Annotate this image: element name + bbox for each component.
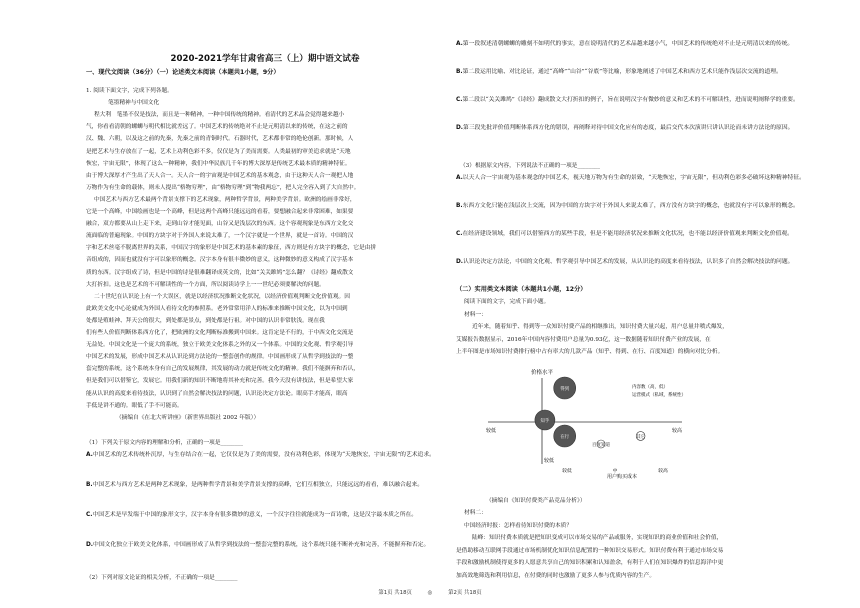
option-d[interactable] <box>456 124 814 133</box>
passage-line: 阅读下面的文字，完成下面小题。 <box>464 299 550 305</box>
option-text: 中国艺术是早发端于中国的象形文字，汉字本身有很多微妙的意义，一个汉字往往就能成为一首诗歌，这是汉字最本质之所在。 <box>92 512 418 518</box>
passage-line: 质的东西。汉字组成了诗，但是中国的诗是很难翻译成英文的，比如“关关雎鸠”怎么翻？《诗经》翻成散文 <box>86 269 354 276</box>
passage-line: 气，你看看清朝的螺蛳与明代相比就差远了。中国艺术的传统绝对不止是元明清以来的传统，在这之前的 <box>86 124 348 131</box>
passage-line: 它是一个高峰，中国绘画也是一个高峰，但是这两个高峰只能远远的看着，要想融合起来非常困难，如果要 <box>86 209 354 215</box>
option-text: 以天人合一宇宙观为基本观念的中国艺术，视天地万物为有生命的景致，“天地恢宏，宇宙无限”，但功利色彩多必破坏这种精神特征。 <box>462 175 805 181</box>
option-key: C. <box>456 97 463 103</box>
option-c[interactable] <box>456 230 814 239</box>
passage-line: 汉、魏、六朝，以及这之前的先秦，先秦之前的青铜时代。石器时代，艺术都非常的绝伦创新。那时候，人 <box>86 136 354 143</box>
option-a[interactable] <box>86 451 444 460</box>
option-key: A. <box>456 41 463 47</box>
option-key: D. <box>86 542 94 548</box>
bubbles <box>535 377 646 448</box>
passage-line: 融合，双方都要从山上走下来，走到山谷才能见面，山谷又是浅层次的东西。这个容观现象是东西方文化交 <box>86 221 354 228</box>
passage-line: 中国经济时报：怎样看待知识付费的本质？ <box>464 522 573 529</box>
option-text: 第二段以“关关雎鸠”《诗经》翻成散文大打折扣的例子，旨在说明汉字有微妙的意义和艺术的不可解读性，进而说明阐释学的重要。 <box>462 97 799 103</box>
option-text: 第一段叙述清朝螺蛳的雕刻不如明代的事实，意在说明清代的艺术品越来越小气，中国艺术的传统绝对不止是元明清以来的传统。 <box>462 41 794 47</box>
passage-line: 加高效地筛选和利用信息，在付费的同时也激励了更多人参与优质内容的生产。 <box>456 572 656 579</box>
passage-line: 是把艺术与生存放在了一起，艺术上功利色彩不多，仅仅是为了美而需要。人类最初的审美追求就是“天地 <box>86 148 351 155</box>
passage-line: 中国艺术与西方艺术最两个背景支撑下的艺术现象，两种哲学背景，两种美学背景。欧洲的绘画非常好， <box>94 196 356 203</box>
option-text: 中国艺术与西方艺术是两种艺术现象，是两种哲学背景和美学背景支撑的高峰，它们互相独立，只能远远的看看，难以融合起来。 <box>92 482 424 488</box>
passage-line: （摘编自《在北大听讲座》（新世界出版社 2002 年版）） <box>116 414 260 421</box>
option-b[interactable] <box>456 68 814 77</box>
option-text: 东西方文化只能在浅层次上交流，因为中国的方块字对于外国人来说太难了，西方没有方块字的概念，也就没有字可以象形的概念。 <box>462 203 799 209</box>
passage-line: 材料一： <box>464 311 487 318</box>
chart-caption: （摘编自《知识付费类产品竞品分析》） <box>486 498 586 504</box>
passage-line: 笔墨精神与中国文化 <box>108 100 160 107</box>
y-bottom-label: 较低 <box>544 458 555 464</box>
footer-left: 第1页 共18页 <box>378 590 412 596</box>
passage-line: 无益处。中国文化是一个庞大的系统，独立于欧美文化体系之外的又一个体系。中国的文化观、哲学观引导 <box>86 342 354 349</box>
passage-line: 此欧美文化中心论就成为外国人看待文化的参照系。老外常常用洋人的标准来推断中国文化，以为中国到 <box>86 305 348 312</box>
option-c[interactable] <box>456 96 814 105</box>
option-key: D. <box>456 259 464 265</box>
bubble-label: 知乎 <box>540 418 550 424</box>
option-b[interactable] <box>86 481 444 490</box>
page-title: 2020-2021学年甘肃省高三（上）期中语文试卷 <box>170 54 360 64</box>
passage-line: 手低是讲不通的。眼低了手不可能高。 <box>86 402 183 409</box>
passage-line: 套完整的系统，这个系统本身有自己的发展规律，其发展的动力就是传统文化的精神。我们不能摒弃和否认， <box>86 366 359 373</box>
question-2: （2）下列对原文论证的相关分析，不正确的一项是________ <box>86 575 238 581</box>
bubble-label: 其它 <box>636 434 646 440</box>
section-1-heading: 一、现代文阅读（36分）（一）论述类文本阅读（本题共1小题，9分） <box>86 69 280 76</box>
question-3: （3）根据原文内容，下列说法不正确的一项是________ <box>460 163 601 169</box>
x-tick-label: 中 <box>612 469 618 474</box>
passage-line: 恢宏，宇宙无限”，体现了这么一种精神，我们中华民族几千年的博大深厚是传统艺术最本质的精神特征。 <box>86 160 351 167</box>
passage-line: 1. 阅读下面文字，完成下列各题。 <box>86 88 173 94</box>
option-d[interactable] <box>456 258 814 267</box>
passage-line: 流面临的普遍现象。中国的方块字对于外国人来说太难了，一个汉字就是一个世界，就是一首诗。中国的汉 <box>86 233 354 240</box>
passage-line: 手段和激励机制使得更多的人愿意共享自己的知识积累和认知盈余，有利于人们在知识爆炸的信息海洋中更 <box>456 560 724 566</box>
option-c[interactable] <box>86 511 444 520</box>
option-b[interactable] <box>456 202 814 211</box>
passage-line: 大打折扣。这也是艺术的不可解读性的一个方面，所以阅读诗学上一一世纪必须要解决的问题。 <box>86 281 325 288</box>
passage-line: 但是我们可以借鉴它，发展它。用我们新的知识不断地将其补充和完善。我今天没有讲技法，但是希望大家 <box>86 378 354 385</box>
bubble-label: 得到 <box>560 386 570 392</box>
option-text: 认识论决定方法论，中国的文化观、哲学观引导中国艺术的发展，从认识论的高度来看待技法，认识多了自然会解决技法的问题。 <box>463 259 794 265</box>
option-a[interactable] <box>456 174 814 183</box>
option-d[interactable] <box>86 541 444 550</box>
option-key: B. <box>86 482 93 488</box>
passage-line: 材料二： <box>464 510 487 516</box>
x-left-label: 较低 <box>486 428 497 434</box>
option-a[interactable] <box>456 40 814 49</box>
passage-line: 字和艺术丝毫不脱离世界的关系，中国汉字的象形是中国艺术的基本素的象征，西方则是有方块字的概念，它是由拼 <box>86 245 377 252</box>
option-text: 中国艺术的艺术传统朴沉厚，与生存结合在一起，它仅仅是为了美的需要，没有功利色彩，体现为“天地恢宏，宇宙无限”的艺术追求。 <box>92 452 435 458</box>
passage-line: 中国艺术的发展，形成中国艺术从认识论到方法论的一整套创作的规律。中国画形成了从哲学到技法的一整 <box>86 354 354 361</box>
option-key: B. <box>456 69 463 75</box>
chart-top-label: 价格水平 <box>530 370 554 376</box>
passage-line: 音组成的，因而也就没有字可以象形的概念。汉字本身有很丰微妙的意义，这种微妙的意义构成了汉字基本 <box>86 257 354 264</box>
bubble-label: 在行 <box>560 434 570 440</box>
x-tick-label: 较低 <box>562 469 572 474</box>
bubble-label: 百度知道 <box>592 442 610 448</box>
footer-right: 第2页 共18页 <box>448 590 482 596</box>
bubble-chart <box>482 366 692 480</box>
passage-line: 近年来，随着知乎、得到等一众知识付费产品的相继推出，知识付费大量兴起，用户总量井喷式爆发， <box>472 324 728 330</box>
passage-line: 二十世纪在认识论上有一个大误区，就是以经济状况推断文化状况，以经济价值观判断文化价值观。因 <box>94 293 350 300</box>
passage-line: 艾媒报告数据显示，2016年中国内容付费用户总量为0.93亿，这一数据随着知识付费产业的发展，在 <box>456 336 711 343</box>
option-key: A. <box>456 175 463 181</box>
option-key: A. <box>86 452 93 458</box>
x-tick-label: 较高 <box>658 469 668 474</box>
option-key: C. <box>86 512 93 518</box>
passage-line: 能从认识的高度来看待技法，认识到了自然会解决技法的问题，认识论决定方法论。眼高手才能高，眼高 <box>86 390 348 397</box>
passage-line: 们有些人价值判断体系西方化了，把欧洲的文化判断标准搬到中国来。这肯定是不行的，于中西文化交流是 <box>86 330 354 336</box>
passage-line: 处都是殖蛙神、拜天公的很大，到处都是景点，到处都是行祖。对中国的认识非常肤浅。现在我 <box>86 317 325 324</box>
x-ticks <box>562 467 668 474</box>
x-right-label: 较高 <box>671 428 682 434</box>
passage-line: 上半年图是市场知识付费排行榜中占有率大的几款产品（知乎、得到、在行、百度知道）的横向对比分析。 <box>456 349 724 355</box>
legend-1: 内容数（高，低） <box>632 385 668 390</box>
option-text: 第二段运用比喻、对比论证，通过“高峰”“山谷”“谷底”等比喻，形象地阐述了中国艺术和西方艺术只能作浅层次交流的道理。 <box>462 69 782 75</box>
passage-line: 程大利 笔墨不仅是技法，而且是一种精神，一种中国传统的精神。看清代的艺术品会觉得越来越小 <box>94 112 345 119</box>
passage-line: 陆峰：知识付费本质就是把知识变成可以市场交易的产品或服务，实现知识的商业价值和社会价值， <box>472 535 723 541</box>
passage-line: 由于博大深厚才产生出了天人合一。天人合一的宇宙观是中国艺术的基本观念，由于这种天人合一观把人地 <box>86 172 354 179</box>
option-key: B. <box>456 203 463 209</box>
page-footer <box>0 588 860 596</box>
section-2-heading: （二）实用类文本阅读（本题共1小题，12分） <box>456 286 587 293</box>
option-text: 中国文化独立于欧美文化体系，中国画形成了从哲学到技法的一整套完整的系统，这个系统只能不断补充和完善，不能摒弃和否定。 <box>93 542 430 548</box>
option-text: 在经济建设领域，我们可以借鉴西方的某些手段，但是不能用经济状况来推断文化状况，也不能以经济价值观来判断文化价值观。 <box>462 231 793 237</box>
question-1: （1）下列关于原文内容的理解和分析，正确的一项是________ <box>86 440 244 446</box>
footer-mid: ◎ <box>427 590 433 596</box>
option-key: C. <box>456 231 463 237</box>
passage-line: 是借助移动互联网手段通过市场机制优化知识信息配置的一种知识交易形式。知识付费有利于通过市场交易 <box>456 547 724 554</box>
passage-line: 万物作为有生命的载体，则未人提出“格物穷理”，由“格物穷理”到“物我两忘”，把人完全容入到了大自然中。 <box>86 184 360 191</box>
option-text: 第三段先批评价值判断体系西方化的错误，再阐释对待中国文化应有的态度，最后交代本次演讲只讲认识论而未讲方法论的原因。 <box>463 125 794 131</box>
x-axis-title: 用户购买成本 <box>606 474 638 480</box>
option-key: D. <box>456 125 464 131</box>
legend-2: 运营模式（私域，系统性） <box>632 393 686 398</box>
